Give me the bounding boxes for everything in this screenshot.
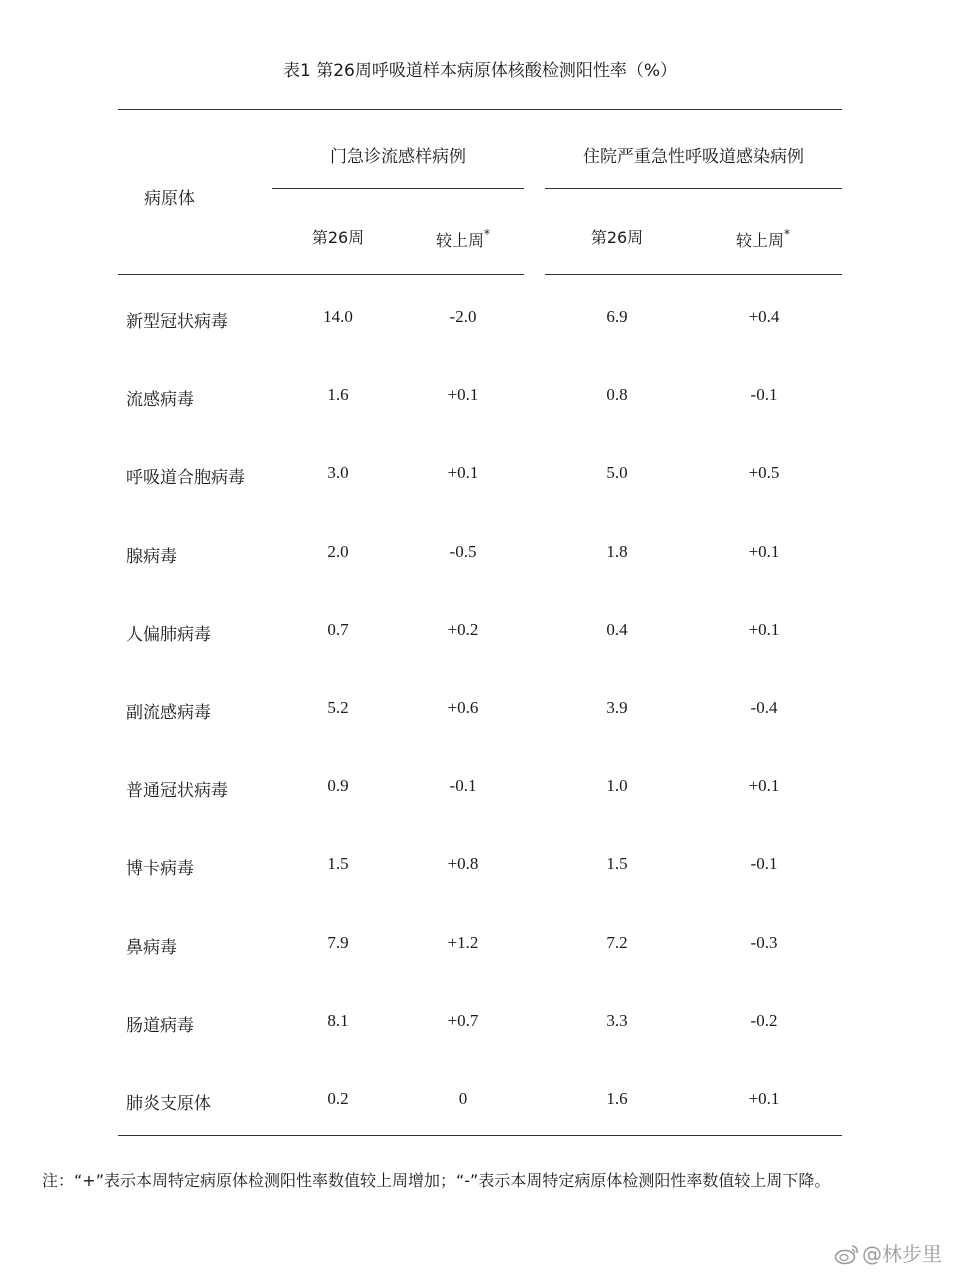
table-row — [0, 463, 960, 493]
watermark-text: @林步里 — [862, 1242, 942, 1266]
bottom-rule — [118, 1135, 842, 1136]
table-row — [0, 698, 960, 728]
change-label: 较上周 — [735, 231, 784, 250]
outpatient-change-cell: 0 — [458, 1089, 468, 1108]
inpatient-week-cell: 1.5 — [606, 854, 628, 874]
outpatient-change-cell: +0.1 — [447, 385, 479, 405]
table-row — [0, 776, 960, 806]
inpatient-change-cell: +0.1 — [748, 541, 780, 561]
weibo-icon — [834, 1243, 860, 1265]
outpatient-week-cell: 2.0 — [327, 541, 349, 561]
outpatient-change-cell: -0.1 — [449, 776, 477, 796]
pathogen-name: 腺病毒 — [126, 546, 177, 567]
inpatient-week-cell: 1.8 — [606, 541, 628, 561]
inpatient-change-cell: -0.1 — [750, 854, 778, 874]
inpatient-change-cell: -0.3 — [750, 932, 778, 952]
outpatient-week-cell: 14.0 — [323, 307, 353, 326]
table-row — [0, 933, 960, 963]
inpatient-change-cell: +0.1 — [748, 776, 780, 796]
table-row — [0, 1089, 960, 1119]
header-rule-right — [545, 274, 842, 275]
outpatient-change-cell: -2.0 — [449, 307, 477, 326]
outpatient-change-cell: +0.6 — [447, 698, 479, 717]
pathogen-header: 病原体 — [144, 189, 195, 209]
inpatient-week-cell: 3.3 — [606, 1010, 628, 1030]
outpatient-change-cell: -0.5 — [449, 541, 477, 561]
inpatient-change-cell: +0.1 — [748, 619, 780, 639]
table-row — [0, 1011, 960, 1041]
outpatient-week-cell: 8.1 — [327, 1010, 349, 1030]
inpatient-change-cell: +0.5 — [748, 463, 780, 483]
inpatient-week-cell: 1.6 — [606, 1089, 628, 1108]
inpatient-week-cell: 3.9 — [606, 698, 628, 717]
outpatient-week-cell: 0.2 — [327, 1089, 349, 1108]
pathogen-name: 流感病毒 — [126, 390, 194, 411]
outpatient-week-cell: 7.9 — [327, 932, 349, 952]
inpatient-change-cell: +0.1 — [748, 1089, 780, 1108]
inpatient-week-cell: 0.4 — [606, 619, 628, 639]
outpatient-week-cell: 0.7 — [327, 619, 349, 639]
table-row — [0, 542, 960, 572]
table-title: 表1 第26周呼吸道样本病原体核酸检测阳性率（%） — [282, 61, 677, 81]
outpatient-change-cell: +0.8 — [447, 854, 479, 874]
asterisk-mark: * — [484, 226, 490, 241]
outpatient-week-cell: 5.2 — [327, 698, 349, 717]
outpatient-week-cell: 3.0 — [327, 463, 349, 483]
inpatient-week-cell: 7.2 — [606, 932, 628, 952]
outpatient-change-cell: +0.2 — [447, 619, 479, 639]
pathogen-name: 肠道病毒 — [126, 1015, 194, 1036]
pathogen-name: 人偏肺病毒 — [126, 624, 211, 645]
outpatient-week-cell: 0.9 — [327, 776, 349, 796]
outpatient-change-cell: +1.2 — [447, 932, 479, 952]
pathogen-name: 鼻病毒 — [126, 937, 177, 958]
pathogen-name: 副流感病毒 — [126, 703, 211, 723]
outpatient-week-cell: 1.6 — [327, 385, 349, 405]
pathogen-name: 普通冠状病毒 — [126, 781, 228, 802]
inpatient-change-cell: +0.4 — [748, 307, 780, 326]
outpatient-week-header: 第26周 — [311, 228, 365, 247]
outpatient-change-cell: +0.1 — [447, 463, 479, 483]
pathogen-name: 呼吸道合胞病毒 — [126, 468, 245, 489]
table-row — [0, 307, 960, 337]
outpatient-group-header: 门急诊流感样病例 — [330, 147, 466, 167]
header-rule-left — [118, 274, 524, 275]
change-label: 较上周 — [435, 231, 484, 250]
inpatient-week-cell: 6.9 — [606, 307, 628, 326]
table-row — [0, 620, 960, 650]
inpatient-week-header: 第26周 — [590, 228, 644, 247]
outpatient-week-cell: 1.5 — [327, 854, 349, 874]
inpatient-group-header: 住院严重急性呼吸道感染病例 — [583, 147, 804, 167]
pathogen-name: 新型冠状病毒 — [126, 312, 228, 332]
asterisk-mark: * — [784, 226, 790, 241]
outpatient-change-cell: +0.7 — [447, 1010, 479, 1030]
inpatient-group-rule — [545, 188, 842, 189]
outpatient-group-rule — [272, 188, 524, 189]
inpatient-change-cell: -0.2 — [750, 1010, 778, 1030]
inpatient-change-header — [703, 228, 823, 251]
pathogen-name: 博卡病毒 — [126, 859, 194, 880]
table-row — [0, 854, 960, 884]
outpatient-change-header — [403, 228, 523, 251]
table-row — [0, 385, 960, 415]
inpatient-week-cell: 1.0 — [606, 776, 628, 796]
top-rule — [118, 109, 842, 110]
inpatient-change-cell: -0.4 — [750, 698, 778, 717]
watermark — [834, 1238, 942, 1267]
footnote: 注：“+”表示本周特定病原体检测阳性率数值较上周增加；“-”表示本周特定病原体检测阳性率数值较上周下降。 — [42, 1171, 831, 1190]
pathogen-name: 肺炎支原体 — [126, 1094, 211, 1114]
inpatient-week-cell: 0.8 — [606, 385, 628, 405]
inpatient-week-cell: 5.0 — [606, 463, 628, 483]
inpatient-change-cell: -0.1 — [750, 385, 778, 405]
